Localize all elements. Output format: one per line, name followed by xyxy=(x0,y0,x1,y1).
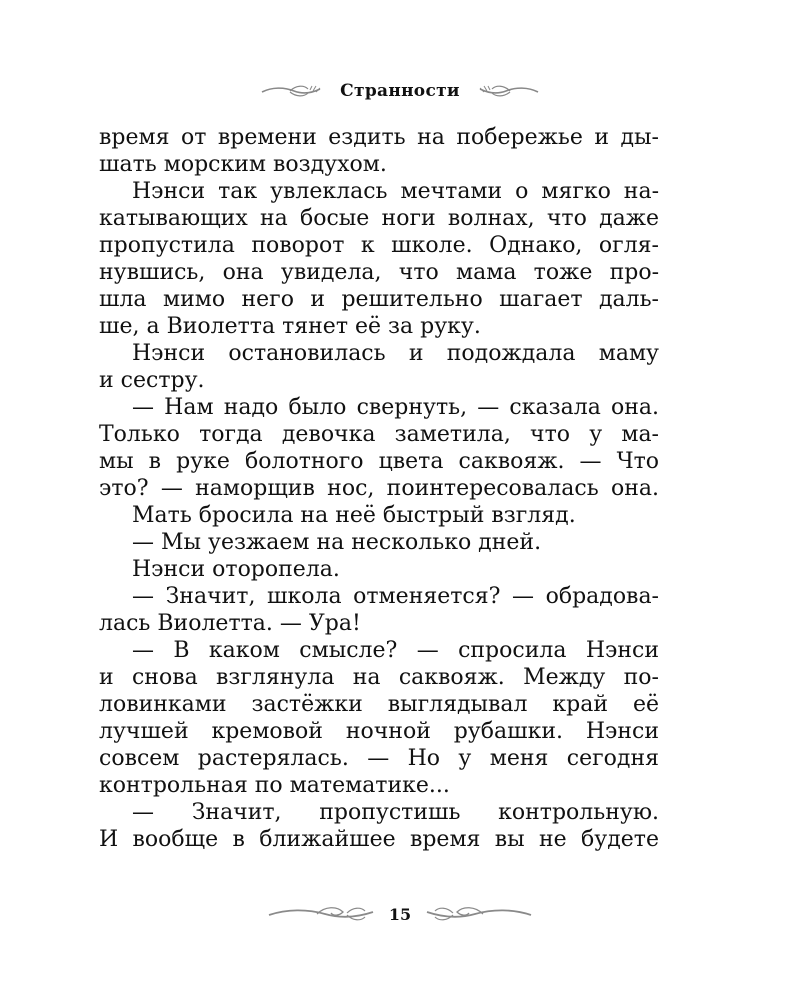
text-line: лась Виолетта. — Ура! xyxy=(99,611,361,636)
text-line: Нэнси оторопела. xyxy=(132,557,340,582)
left-footer-flourish-ornament xyxy=(267,903,377,925)
text-line: Нэнси так увлеклась мечтами о мягко на- xyxy=(132,179,659,204)
page-number: 15 xyxy=(388,904,412,924)
text-line: — Значит, школа отменяется? — обрадова- xyxy=(132,584,659,609)
left-flourish-ornament xyxy=(260,83,324,99)
text-line: и снова взглянула на саквояж. Между по- xyxy=(99,665,659,690)
text-line: ше, а Виолетта тянет её за руку. xyxy=(99,314,481,339)
text-line: шать морским воздухом. xyxy=(99,152,387,177)
chapter-title: Странности xyxy=(340,81,460,101)
text-line: — Значит, пропустишь контрольную. xyxy=(132,800,659,825)
text-line: И вообще в ближайшее время вы не будете xyxy=(99,827,659,852)
running-header xyxy=(0,76,800,106)
text-line: шла мимо него и решительно шагает даль- xyxy=(99,287,659,312)
text-line: пропустила поворот к школе. Однако, огля- xyxy=(99,233,659,258)
text-line: Нэнси остановилась и подождала маму xyxy=(132,341,659,366)
text-line: Только тогда девочка заметила, что у ма- xyxy=(99,422,659,447)
body-text xyxy=(99,124,659,853)
text-line: ловинками застёжки выглядывал край её xyxy=(99,692,659,717)
text-line: контрольная по математике... xyxy=(99,773,450,798)
text-line: катывающих на босые ноги волнах, что даже xyxy=(99,206,659,231)
text-line: — Нам надо было свернуть, — сказала она. xyxy=(132,395,659,420)
right-footer-flourish-ornament xyxy=(423,903,533,925)
text-line: мы в руке болотного цвета саквояж. — Что xyxy=(99,449,659,474)
text-line: это? — наморщив нос, поинтересовалась она. xyxy=(99,476,659,501)
text-line: — Мы уезжаем на несколько дней. xyxy=(132,530,542,555)
text-line: лучшей кремовой ночной рубашки. Нэнси xyxy=(99,719,659,744)
text-line: время от времени ездить на побережье и ды- xyxy=(99,125,659,150)
running-footer xyxy=(0,898,800,930)
right-flourish-ornament xyxy=(476,83,540,99)
text-line: совсем растерялась. — Но у меня сегодня xyxy=(99,746,659,771)
text-line: и сестру. xyxy=(99,368,205,393)
text-line: — В каком смысле? — спросила Нэнси xyxy=(132,638,659,663)
text-line: Мать бросила на неё быстрый взгляд. xyxy=(132,503,576,528)
text-line: нувшись, она увидела, что мама тоже про- xyxy=(99,260,659,285)
